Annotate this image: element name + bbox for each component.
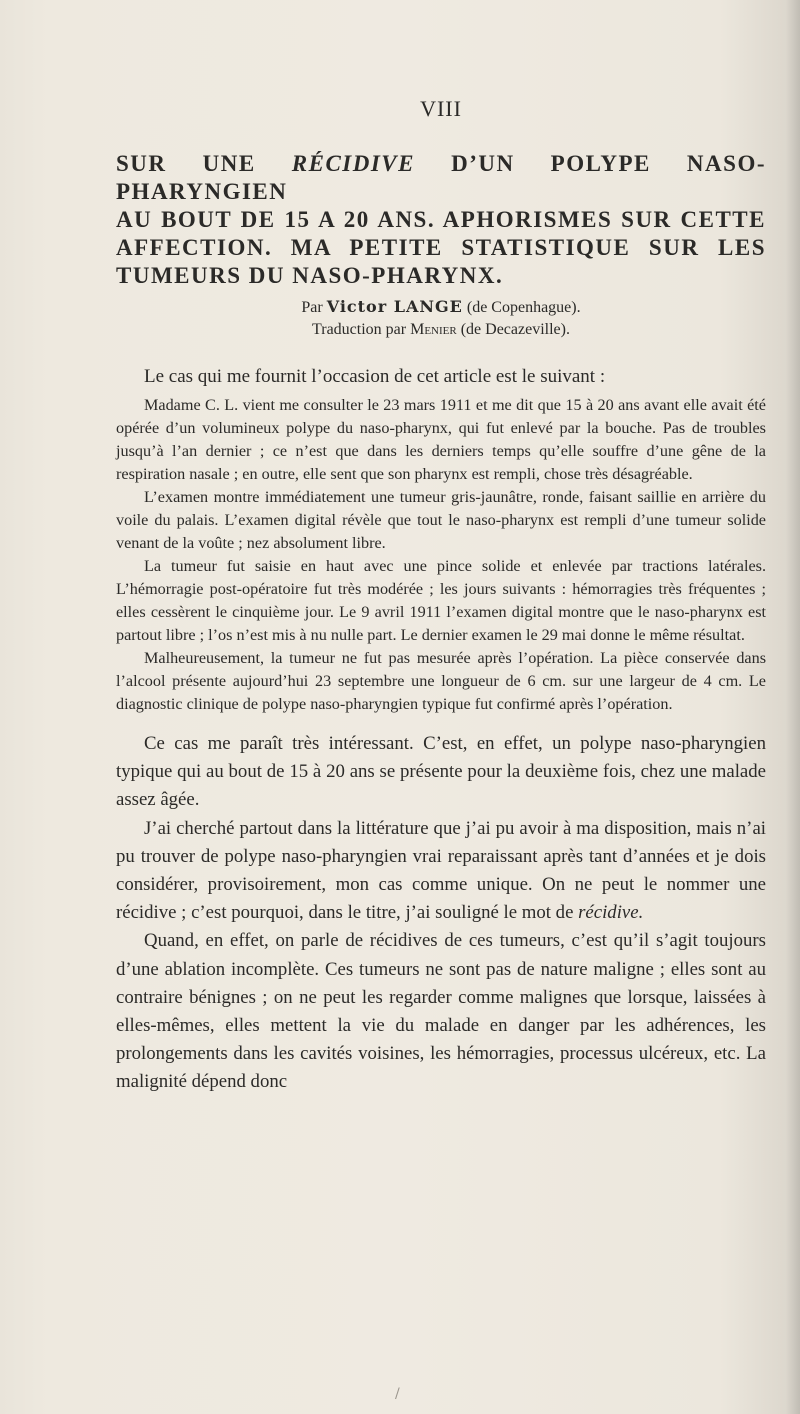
- title-line-2: AU BOUT DE 15 A 20 ANS. APHORISMES SUR CETTE: [116, 207, 766, 232]
- scan-mark: /: [395, 1386, 400, 1402]
- discussion-paragraph: Quand, en effet, on parle de récidives de ces tumeurs, c’est qu’il s’agit toujours d’une ablation incomplète. Ces tumeurs ne sont pas de nature maligne ; elles sont au contraire bénignes ; on ne peut les regarder comme malignes que lorsque, laissées à elles-mêmes, elles mettent la vie du malade en danger par les adhérences, les prolongements dans les cavités voisines, les hémorragies, processus ulcéreux, etc. La malignité dépend donc: [116, 930, 766, 1093]
- emphasized-word: récidive.: [578, 902, 644, 924]
- translation-line: Traduction par Menier (de Decazeville).: [312, 321, 570, 338]
- discussion-paragraph: Ce cas me paraît très intéressant. C’est, en effet, un polype naso-pharyngien typique qui au bout de 15 à 20 ans se présente pour la deuxième fois, chez une malade assez âgée.: [116, 733, 766, 811]
- discussion: [116, 730, 766, 1097]
- title-line-3: AFFECTION. MA PETITE STATISTIQUE SUR LES: [116, 235, 766, 260]
- author-line: Par Victor LANGE (de Copenhague).: [301, 297, 581, 316]
- case-paragraph: Madame C. L. vient me consulter le 23 mars 1911 et me dit que 15 à 20 ans avant elle avait été opérée d’un volumineux polype du naso-pharynx, qui fut enlevé par la bouche. Pas de troubles jusqu’à l’an dernier ; ce n’est que dans les derniers temps qu’elle souffre d’une gêne de la respiration nasale ; en outre, elle sent que son pharynx est rempli, chose très désagréable.: [116, 396, 766, 483]
- author-name: Victor LANGE: [326, 297, 463, 316]
- translator-name: Menier: [410, 321, 457, 338]
- lead-sentence: Le cas qui me fournit l’occasion de cet article est le suivant :: [144, 366, 606, 387]
- discussion-paragraph: J’ai cherché partout dans la littérature que j’ai pu avoir à ma disposition, mais n’ai pu trouver de polype naso-pharyngien vrai reparaissant après tant d’années et je dois considérer, provisoirement, mon cas comme unique. On ne peut le nommer une récidive ; c’est pourquoi, dans le titre, j’ai souligné le mot de récidive.: [116, 817, 766, 924]
- page-content: [116, 96, 766, 1097]
- case-paragraph: L’examen montre immédiatement une tumeur gris-jaunâtre, ronde, faisant saillie en arrière du voile du palais. L’examen digital révèle que tout le naso-pharynx est rempli d’une tumeur solide venant de la voûte ; nez absolument libre.: [116, 488, 766, 552]
- title-line-1: SUR UNE RÉCIDIVE D’UN POLYPE NASO-PHARYNGIEN: [116, 151, 766, 204]
- article-title: [116, 150, 766, 290]
- case-paragraph: La tumeur fut saisie en haut avec une pince solide et enlevée par tractions latérales. L’hémorragie post-opératoire fut très modérée ; les jours suivants : hémorragies très fréquentes ; elles cessèrent le cinquième jour. Le 9 avril 1911 l’examen digital montre que le naso-pharynx est partout libre ; l’os n’est mis à nu nulle part. Le dernier examen le 29 mai donne le même résultat.: [116, 557, 766, 644]
- case-report: [116, 394, 766, 716]
- page-number: VIII: [420, 96, 462, 121]
- byline: [116, 296, 766, 341]
- title-emphasis-recidive: RÉCIDIVE: [291, 151, 415, 176]
- case-paragraph: Malheureusement, la tumeur ne fut pas mesurée après l’opération. La pièce conservée dans l’alcool présente aujourd’hui 23 septembre une longueur de 6 cm. sur une largeur de 4 cm. Le diagnostic clinique de polype naso-pharyngien typique fut confirmé après l’opération.: [116, 649, 766, 713]
- title-line-4: TUMEURS DU NASO-PHARYNX.: [116, 263, 504, 288]
- page-edge-shadow: [786, 0, 800, 1414]
